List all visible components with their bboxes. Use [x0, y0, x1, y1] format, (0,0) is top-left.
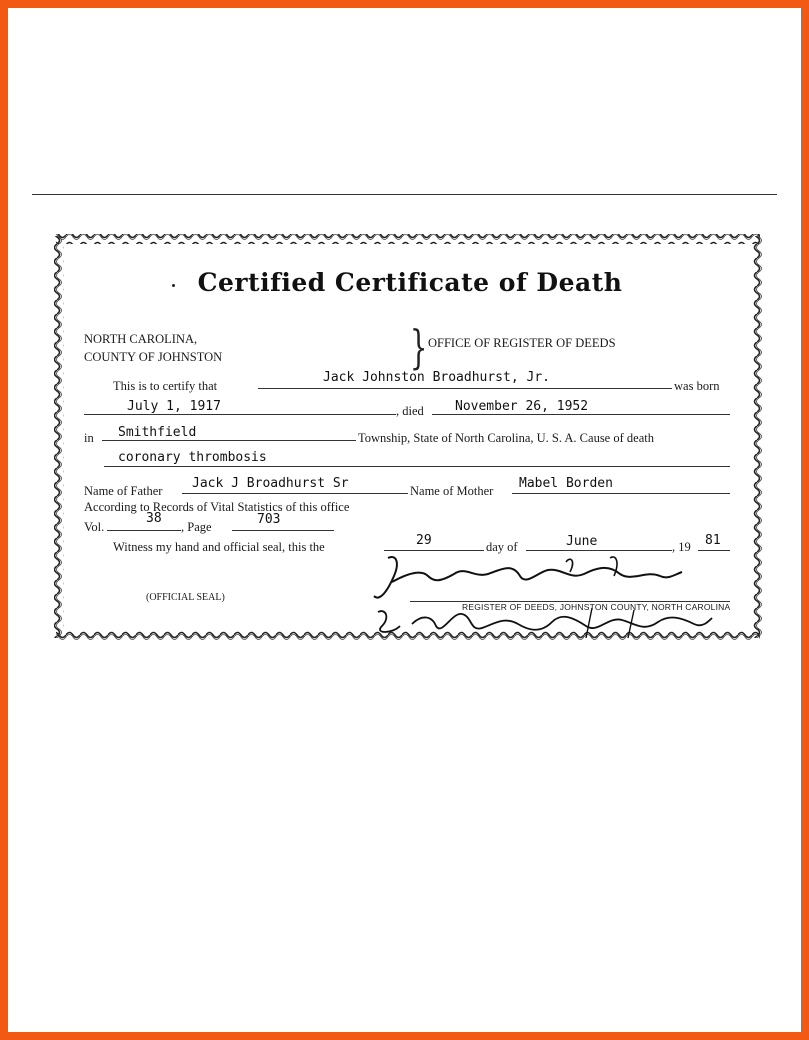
records-label: According to Records of Vital Statistics of this office [84, 500, 350, 514]
name-line [258, 388, 672, 389]
month-field: June [566, 534, 598, 549]
mother-label: Name of Mother [410, 484, 494, 498]
township-label: Township, State of North Carolina, U. S. A. Cause of death [358, 431, 654, 445]
certify-label: This is to certify that [113, 379, 218, 393]
mother-line [512, 493, 730, 494]
township-field: Smithfield [118, 425, 197, 440]
register-caption: REGISTER OF DEEDS, JOHNSTON COUNTY, NORTH CAROLINA [462, 602, 731, 612]
county-label: COUNTY OF JOHNSTON [84, 350, 223, 364]
birth-date-line [84, 414, 396, 415]
page-frame-right [801, 0, 809, 1040]
day-field: 29 [416, 533, 432, 548]
year-field: 81 [705, 533, 721, 548]
mother-name-field: Mabel Borden [519, 476, 613, 491]
death-date-field: November 26, 1952 [455, 399, 589, 414]
died-label: , died [396, 404, 424, 418]
birth-date-field: July 1, 1917 [127, 399, 221, 414]
witness-label: Witness my hand and official seal, this the [113, 540, 325, 554]
father-line [182, 493, 408, 494]
stray-mark [172, 284, 175, 287]
page-field: 703 [257, 512, 281, 527]
page-frame-bottom [0, 1032, 809, 1040]
year-prefix-label: , 19 [672, 540, 691, 554]
death-date-line [432, 414, 730, 415]
vol-line [107, 530, 181, 531]
father-label: Name of Father [84, 484, 163, 498]
township-line [102, 440, 356, 441]
brace-glyph: } [409, 320, 428, 374]
state-label: NORTH CAROLINA, [84, 332, 198, 346]
page-frame-left [0, 0, 8, 1040]
page-label: , Page [181, 520, 212, 534]
vol-label: Vol. [84, 520, 105, 534]
scan-divider-line [32, 194, 777, 195]
official-seal-label: (OFFICIAL SEAL) [146, 592, 225, 603]
register-signature [370, 552, 690, 604]
office-label: OFFICE OF REGISTER OF DEEDS [428, 336, 616, 350]
deceased-name-field: Jack Johnston Broadhurst, Jr. [323, 370, 550, 385]
cause-line [104, 466, 730, 467]
page-line [232, 530, 334, 531]
born-label: was born [674, 379, 720, 393]
year-line [698, 550, 730, 551]
day-line [384, 550, 484, 551]
father-name-field: Jack J Broadhurst Sr [192, 476, 349, 491]
in-label: in [84, 431, 94, 445]
deputy-signature [372, 604, 716, 642]
day-of-label: day of [486, 540, 518, 554]
vol-field: 38 [146, 511, 162, 526]
cause-of-death-field: coronary thrombosis [118, 450, 267, 465]
page-frame-top [0, 0, 809, 8]
certificate-title: Certified Certificate of Death [197, 268, 623, 297]
month-line [526, 550, 672, 551]
